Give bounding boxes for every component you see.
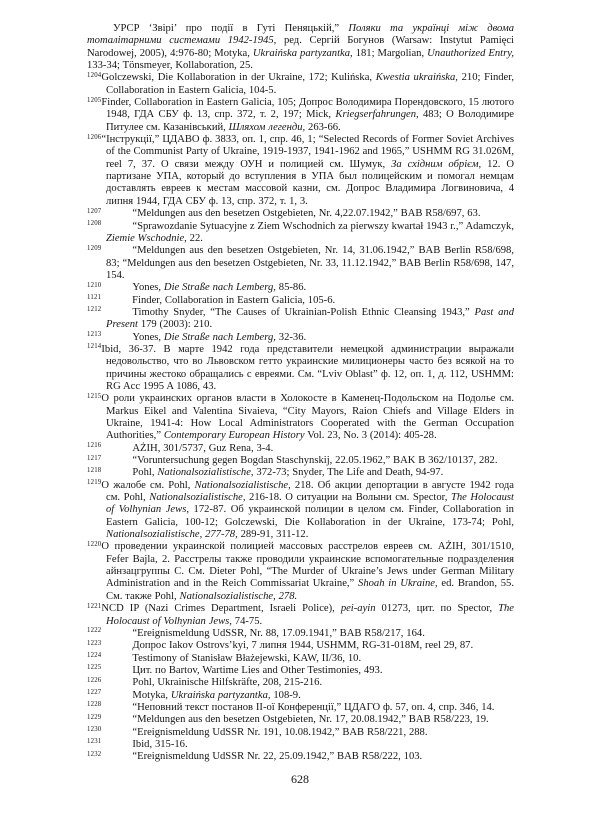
note-text: “Sprawozdanie Sytuacyjne z Ziem Wschodnich za pierwszy kwartał 1943 r.,” Adamczyk, bbox=[132, 220, 514, 232]
endnote-1223 bbox=[87, 640, 514, 652]
note-text-italic: Die Straße nach Lemberg, bbox=[163, 331, 276, 343]
endnote-1227 bbox=[87, 690, 514, 702]
note-text: “Ereignismeldung UdSSR, Nr. 88, 17.09.1941,” BAB R58/217, 164. bbox=[132, 627, 425, 639]
endnote-1208 bbox=[87, 221, 514, 246]
note-text: Motyka, bbox=[132, 689, 171, 701]
note-text-italic: Nationalsozialistische, 278. bbox=[179, 590, 298, 602]
endnote-1216 bbox=[87, 443, 514, 455]
note-text: 218. Об акции депортации в августе 1942 года см. Pohl, bbox=[106, 479, 514, 504]
note-text-italic: Ziemie Wschodnie, bbox=[106, 232, 187, 244]
endnote-1218 bbox=[87, 467, 514, 479]
note-text: 289-91, 311-12. bbox=[237, 529, 309, 541]
note-number: 1222 bbox=[87, 627, 102, 635]
note-text: Ibid, 36-37. В марте 1942 года представители немецкой администрации выражали недовольство, что во Львовском гетто украинские милиционеры часто без всякой на то причины жестоко обращались с евреями. См. “Lviv Oblast” ф. 12, оп. 1, д. 112, USHMM: RG Acc 1995 A 1086, 43. bbox=[101, 343, 514, 392]
note-text-italic: Die Straße nach Lemberg, bbox=[163, 282, 276, 294]
note-text: 172-87. Об украинской полиции в целом см. Finder, Collaboration in Eastern Galicia, 100-12; Golczewski, Die Kollaboration in der Ukraine, 173-74; Pohl, bbox=[106, 504, 514, 528]
endnote-1229 bbox=[87, 714, 514, 726]
note-text: 74-75. bbox=[231, 615, 263, 627]
note-text: Yones, bbox=[132, 331, 164, 343]
endnote-1214 bbox=[87, 344, 514, 393]
note-text: 12. О партизане УПА, который до вступления в УПА был полицейским и помогал немцам доставлять евреев к местам массовой казни, см. Допрос Владимира Логвиновича, 4 липня 1944, ГДА СБУ ф. 13, спр. 372, т. 1, 3. bbox=[106, 158, 515, 207]
note-number: 1224 bbox=[87, 652, 102, 660]
note-number: 1217 bbox=[87, 454, 102, 462]
note-text: О роли украинских органов власти в Холокосте в Каменец-Подольском на Подолье см. Markus Eikel and Valentina Sivaieva, “City Mayors, Raion Chiefs and Village Elders in Ukraine, 1941-4: How Local Administrators Cooperated with the German Occupation Authorities,” bbox=[101, 393, 514, 442]
endnote-1206 bbox=[87, 134, 514, 208]
note-text: “Ereignismeldung UdSSR Nr. 191, 10.08.1942,” BAB R58/221, 288. bbox=[132, 726, 428, 738]
note-text: 01273, цит. по Spector, bbox=[375, 603, 499, 615]
note-text: “Інструкції,” ЦДАВО ф. 3833, оп. 1, спр. 46, 1; “Selected Records of Former Soviet Archives of the Communist Party of Ukraine, 1919-1937, 1941-1962 and 1965,” USHMM RG 31.026M, reel 7, 37. О связи между ОУН и полицией см. Шумук, bbox=[101, 134, 514, 170]
endnote-1204 bbox=[87, 72, 514, 97]
note-number: 1209 bbox=[87, 244, 102, 252]
note-text-italic: Ukraińska partyzantka, bbox=[170, 689, 271, 701]
note-number: 1221 bbox=[87, 602, 102, 610]
endnote-1221 bbox=[87, 603, 514, 628]
note-number: 1230 bbox=[87, 726, 102, 734]
note-text: 216-18. О ситуации на Волыни см. Spector, bbox=[245, 492, 451, 504]
note-text-italic: Kriegserfahrungen, bbox=[335, 109, 419, 121]
notes-list bbox=[87, 23, 514, 764]
note-text: ред. Сергій Богунов (Warsaw: Instytut Pamięci Narodowej, 2005), 4:976-80; Motyka, bbox=[87, 35, 514, 59]
note-text: УРСР ‘Звірі’ про події в Гуті Пеняцькій,” bbox=[113, 23, 349, 34]
note-number: 1229 bbox=[87, 713, 102, 721]
note-text: О жалобе см. Pohl, bbox=[101, 479, 195, 491]
note-number: 1214 bbox=[87, 343, 102, 351]
note-text: Pohl, Ukrainische Hilfskräfte, 208, 215-216. bbox=[132, 677, 323, 689]
note-text: 179 (2003): 210. bbox=[137, 319, 213, 331]
note-text: “Meldungen aus den besetzen Ostgebieten, Nr. 14, 31.06.1942,” BAB Berlin R58/698, 83; “Meldungen aus den besetzen Ostgebieten, Nr. 33, 11.12.1942,” BAB Berlin R58/698, 147, 154. bbox=[106, 245, 514, 281]
endnote-1222 bbox=[87, 628, 514, 640]
note-text-italic: Past and Present bbox=[106, 306, 514, 331]
note-text: Цит. по Bartov, Wartime Lies and Other Testimonies, 493. bbox=[132, 664, 383, 676]
note-text: 32-36. bbox=[275, 331, 307, 343]
note-text-italic: The Holocaust of Volhynian Jews, bbox=[106, 492, 514, 516]
endnote-1121 bbox=[87, 295, 514, 307]
endnote-1230 bbox=[87, 727, 514, 739]
endnote-1231 bbox=[87, 739, 514, 751]
note-text: 108-9. bbox=[270, 689, 301, 701]
note-number: 1121 bbox=[87, 294, 102, 302]
note-number: 1228 bbox=[87, 701, 102, 709]
note-number: 1207 bbox=[87, 207, 102, 215]
note-number: 1213 bbox=[87, 331, 102, 339]
note-number: 1218 bbox=[87, 466, 102, 474]
note-text-italic: Nationalsozialistische, bbox=[157, 467, 254, 479]
note-text: 210; Finder, Collaboration in Eastern Galicia, 104-5. bbox=[106, 72, 514, 96]
note-number: 1227 bbox=[87, 689, 102, 697]
endnote-1224 bbox=[87, 653, 514, 665]
note-number: 1225 bbox=[87, 664, 102, 672]
note-text: 372-73; Snyder, The Life and Death, 94-97. bbox=[253, 467, 444, 479]
note-text-italic: Unauthorized Entry, bbox=[427, 47, 515, 59]
note-number: 1231 bbox=[87, 738, 102, 746]
note-number: 1212 bbox=[87, 306, 102, 314]
note-text-italic: pei-ayin bbox=[340, 603, 376, 615]
note-number: 1219 bbox=[87, 479, 102, 487]
note-text: Ibid, 315-16. bbox=[132, 738, 188, 750]
note-number: 1216 bbox=[87, 442, 102, 450]
note-number: 1205 bbox=[87, 96, 102, 104]
note-text: Testimony of Stanisław Błażejewski, KAW, II/36, 10. bbox=[132, 652, 362, 664]
endnote-1213 bbox=[87, 332, 514, 344]
note-text-italic: Contemporary European History bbox=[163, 430, 305, 442]
endnote-1225 bbox=[87, 665, 514, 677]
note-text-italic: Ukraińska partyzantka, bbox=[252, 47, 353, 59]
note-text: Finder, Collaboration in Eastern Galicia, 105; Допрос Володимира Порендовского, 15 лютого 1948, ГДА СБУ ф. 13, спр. 372, т. 2, 197; Mick, bbox=[101, 97, 514, 121]
endnote-1226 bbox=[87, 677, 514, 689]
note-text-italic: Поляки та українці між двома тоталітарними системами 1942-1945, bbox=[87, 23, 514, 47]
endnote-1205 bbox=[87, 97, 514, 134]
endnote-1215 bbox=[87, 393, 514, 442]
note-text: Golczewski, Die Kollaboration in der Ukraine, 172; Kulińska, bbox=[101, 72, 376, 84]
note-number: 1223 bbox=[87, 639, 102, 647]
endnote-1228 bbox=[87, 702, 514, 714]
note-text-italic: Шляхом легенди, bbox=[228, 121, 306, 133]
page-number: 628 bbox=[291, 772, 309, 786]
note-text: Finder, Collaboration in Eastern Galicia, 105-6. bbox=[132, 294, 336, 306]
note-number: 1208 bbox=[87, 220, 102, 227]
note-number: 1210 bbox=[87, 281, 102, 289]
endnote-1232 bbox=[87, 751, 514, 763]
note-text-italic: Nationalsozialistische, bbox=[149, 492, 246, 504]
note-number: 1232 bbox=[87, 750, 102, 758]
note-number: 1206 bbox=[87, 133, 102, 141]
note-text: 133-34; Tönsmeyer, Kollaboration, 25. bbox=[87, 60, 253, 72]
endnote-1209 bbox=[87, 245, 514, 282]
note-text: “Meldungen aus den besetzen Ostgebieten, Nr. 17, 20.08.1942,” BAB R58/223, 19. bbox=[132, 714, 489, 726]
note-number: 1226 bbox=[87, 676, 102, 684]
note-text: Vol. 23, No. 3 (2014): 405-28. bbox=[304, 430, 437, 442]
note-text: О проведении украинской полицией массовых расстрелов евреев см. AŻIH, 301/1510, Fefer Bajla, 2. Расстрелы также проводили украинские вспомогательные подразделения айнзацгруппы C. См. Dieter Pohl, “The Murder of Ukraine’s Jews under German Military Administration and in the Reich Commissariat Ukraine,” bbox=[101, 541, 514, 590]
note-text-italic: Nationalsozialistische, bbox=[194, 479, 291, 491]
note-text: Pohl, bbox=[132, 467, 158, 479]
note-text: AŻIH, 301/5737, Guz Rena, 3-4. bbox=[132, 442, 274, 454]
endnote-continuation bbox=[87, 23, 514, 72]
note-number: 1215 bbox=[87, 392, 102, 400]
note-text-italic: Kwestia ukraińska, bbox=[375, 72, 458, 84]
note-text: 483; О Володимире Питулее см. Казанівський, bbox=[106, 109, 514, 133]
note-text: Yones, bbox=[132, 282, 164, 294]
note-text: “Неповний текст постанов II-ої Конференції,” ЦДАГО ф. 57, оп. 4, спр. 346, 14. bbox=[132, 701, 495, 713]
note-text: ed. Brandon, 55. См. также Pohl, bbox=[106, 578, 514, 602]
note-text: “Voruntersuchung gegen Bogdan Staschynskij, 22.05.1962,” BAK B 362/10137, 282. bbox=[132, 455, 498, 467]
note-text: Допрос Iakov Ostrovs’kyi, 7 липня 1944, USHMM, RG-31-018M, reel 29, 87. bbox=[132, 640, 474, 652]
note-text: 263-66. bbox=[305, 121, 341, 133]
endnote-1207 bbox=[87, 208, 514, 220]
note-text: 85-86. bbox=[275, 282, 307, 294]
note-text-italic: Shoah in Ukraine, bbox=[358, 578, 438, 590]
endnote-1212 bbox=[87, 307, 514, 332]
endnote-1210 bbox=[87, 282, 514, 294]
note-text-italic: Nationalsozialistische, 277-78, bbox=[106, 529, 238, 541]
endnote-1220 bbox=[87, 541, 514, 603]
note-number: 1204 bbox=[87, 71, 102, 79]
note-text: Timothy Snyder, “The Causes of Ukrainian-Polish Ethnic Cleansing 1943,” bbox=[132, 306, 475, 318]
note-text: NCD IP (Nazi Crimes Department, Israeli Police), bbox=[101, 603, 341, 615]
endnote-1217 bbox=[87, 455, 514, 467]
note-text: “Meldungen aus den besetzen Ostgebieten, Nr. 4,22.07.1942,” BAB R58/697, 63. bbox=[132, 208, 481, 220]
note-text-italic: The Holocaust of Volhynian Jews, bbox=[106, 603, 514, 627]
endnote-1219 bbox=[87, 480, 514, 542]
note-text: 22. bbox=[186, 232, 203, 244]
note-text: 181; Margolian, bbox=[352, 47, 428, 59]
note-text-italic: За східним обрієм, bbox=[391, 158, 482, 170]
note-number: 1220 bbox=[87, 540, 102, 548]
note-text: “Ereignismeldung UdSSR Nr. 22, 25.09.1942,” BAB R58/222, 103. bbox=[132, 751, 423, 763]
